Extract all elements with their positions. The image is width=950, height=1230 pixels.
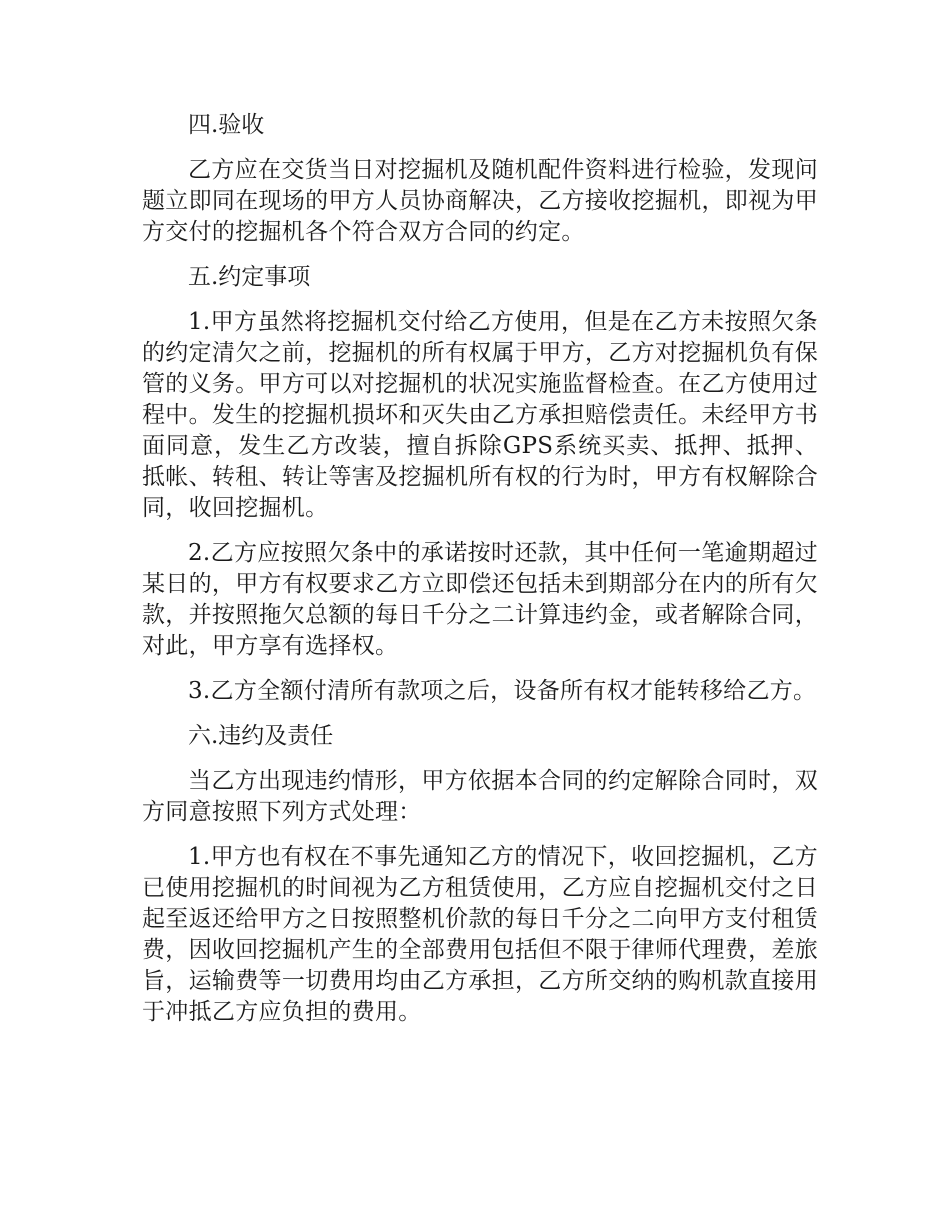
section-heading-agreed-matters: 五.约定事项	[188, 264, 311, 290]
document-page	[142, 110, 818, 1042]
paragraph-agreed-matters-2: 2.乙方应按照欠条中的承诺按时还款，其中任何一笔逾期超过某日的，甲方有权要求乙方立即偿还包括未到期部分在内的所有欠款，并按照拖欠总额的每日千分之二计算违约金，或者解除合同，对此，甲方享有选择权。	[142, 540, 818, 659]
paragraph-agreed-matters-1: 1.甲方虽然将挖掘机交付给乙方使用，但是在乙方未按照欠条的约定清欠之前，挖掘机的所有权属于甲方，乙方对挖掘机负有保管的义务。甲方可以对挖掘机的状况实施监督检查。在乙方使用过程中。发生的挖掘机损坏和灭失由乙方承担赔偿责任。未经甲方书面同意，发生乙方改装，擅自拆除GPS系统买卖、抵押、抵押、抵帐、转租、转让等害及挖掘机所有权的行为时，甲方有权解除合同，收回挖掘机。	[142, 309, 818, 521]
paragraph-acceptance-body: 乙方应在交货当日对挖掘机及随机配件资料进行检验，发现问题立即同在现场的甲方人员协商解决，乙方接收挖掘机，即视为甲方交付的挖掘机各个符合双方合同的约定。	[142, 157, 818, 245]
section-heading-breach-liability: 六.违约及责任	[188, 723, 334, 749]
paragraph-breach-1: 1.甲方也有权在不事先通知乙方的情况下，收回挖掘机，乙方已使用挖掘机的时间视为乙方租赁使用，乙方应自挖掘机交付之日起至返还给甲方之日按照整机价款的每日千分之二向甲方支付租赁费，因收回挖掘机产生的全部费用包括但不限于律师代理费，差旅旨，运输费等一切费用均由乙方承担，乙方所交纳的购机款直接用于冲抵乙方应负担的费用。	[142, 844, 818, 1025]
paragraph-breach-intro: 当乙方出现违约情形，甲方依据本合同的约定解除合同时，双方同意按照下列方式处理：	[142, 768, 818, 825]
paragraph-agreed-matters-3: 3.乙方全额付清所有款项之后，设备所有权才能转移给乙方。	[188, 678, 817, 704]
section-heading-acceptance: 四.验收	[188, 112, 265, 138]
